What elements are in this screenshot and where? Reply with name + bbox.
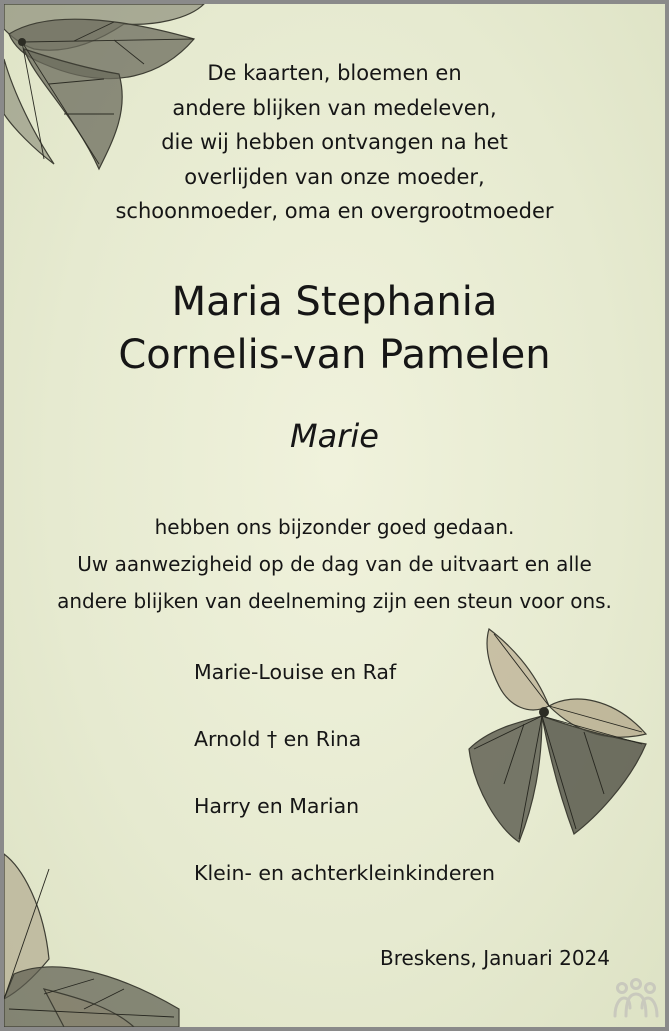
thanks-line: Uw aanwezigheid op de dag van de uitvaart en alle bbox=[77, 552, 592, 576]
family-list bbox=[194, 656, 495, 924]
intro-line: andere blijken van medeleven, bbox=[172, 95, 497, 120]
name-line: Maria Stephania bbox=[171, 279, 498, 325]
hydrangea-petal-icon bbox=[4, 849, 184, 1027]
intro-text bbox=[4, 56, 665, 229]
thanks-line: andere blijken van deelneming zijn een steun voor ons. bbox=[57, 589, 612, 613]
intro-line: overlijden van onze moeder, bbox=[184, 164, 485, 189]
people-group-icon bbox=[612, 976, 660, 1020]
thanks-text bbox=[4, 509, 665, 620]
deceased-nickname: Marie bbox=[290, 417, 379, 455]
family-member: Harry en Marian bbox=[194, 794, 360, 818]
family-member: Arnold † en Rina bbox=[194, 727, 362, 751]
intro-line: De kaarten, bloemen en bbox=[207, 61, 462, 85]
name-line: Cornelis-van Pamelen bbox=[118, 332, 551, 378]
thanks-line: hebben ons bijzonder goed gedaan. bbox=[154, 515, 515, 539]
deceased-name bbox=[4, 276, 665, 382]
intro-line: die wij hebben ontvangen na het bbox=[161, 130, 508, 154]
intro-line: schoonmoeder, oma en overgrootmoeder bbox=[115, 199, 554, 223]
obituary-card bbox=[4, 4, 665, 1027]
family-member: Marie-Louise en Raf bbox=[194, 660, 397, 684]
place-date: Breskens, Januari 2024 bbox=[379, 946, 610, 970]
family-member: Klein- en achterkleinkinderen bbox=[194, 861, 496, 885]
